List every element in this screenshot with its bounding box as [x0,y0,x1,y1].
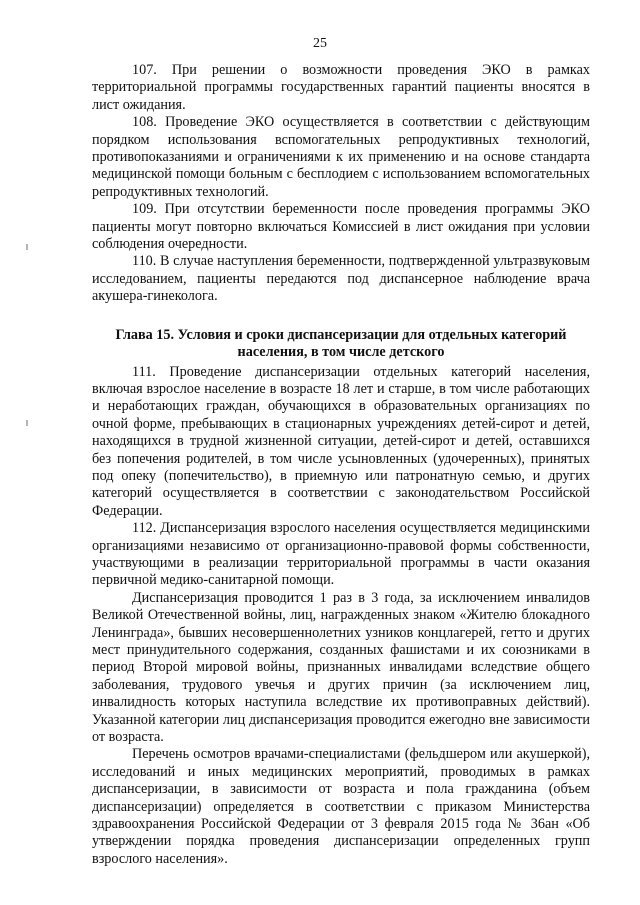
paragraph-112: 112. Диспансеризация взрослого населения осуществляется медицинскими организациями независимо от организационно-правовой формы собственности, участвующими в реализации территориальной программы в части оказания первичной медико-санитарной помощи. [92,520,590,589]
paragraph-109: 109. При отсутствии беременности после проведения программы ЭКО пациенты могут повторно включаться Комиссией в лист ожидания при условии соблюдения очередности. [92,201,590,253]
paragraph-108: 108. Проведение ЭКО осуществляется в соответствии с действующим порядком использования вспомогательных репродуктивных технологий, противопоказаниями и ограничениями к их применению и на основе стандарта медицинской помощи больным с бесплодием с использованием вспомогательных репродуктивных технологий. [92,114,590,200]
scan-margin-mark [26,420,28,426]
paragraph-111: 111. Проведение диспансеризации отдельных категорий населения, включая взрослое население в возрасте 18 лет и старше, в том числе работающих и неработающих граждан, обучающихся в образовательных организациях по очной форме, пребывающих в стационарных учреждениях детей-сирот и детей, находящихся в трудной жизненной ситуации, детей-сирот и детей, оставшихся без попечения родителей, в том числе усыновленных (удочеренных), принятых под опеку (попечительство), в приемную или патронатную семью, и других категорий осуществляется в соответствии с законодательством Российской Федерации. [92,363,590,519]
page-number: 25 [313,36,327,51]
document-body [92,62,590,868]
paragraph-examination-list: Перечень осмотров врачами-специалистами (фельдшером или акушеркой), исследований и иных медицинских мероприятий, проводимых в рамках диспансеризации, в зависимости от возраста и пола гражданина (объем диспансеризации) определяется в соответствии с приказом Министерства здравоохранения Российской Федерации от 3 февраля 2015 года № 36ан «Об утверждении порядка проведения диспансеризации определенных групп взрослого населения». [92,746,590,867]
paragraph-dispensary-frequency: Диспансеризация проводится 1 раз в 3 года, за исключением инвалидов Великой Отечественной войны, лиц, награжденных знаком «Жителю блокадного Ленинграда», бывших несовершеннолетних узников концлагерей, гетто и других мест принудительного содержания, созданных фашистами и их союзниками в период Второй мировой войны, признанных инвалидами вследствие общего заболевания, трудового увечья и других причин (за исключением лиц, инвалидность которых наступила вследствие их противоправных действий). Указанной категории лиц диспансеризация проводится ежегодно вне зависимости от возраста. [92,589,590,746]
chapter-heading: Глава 15. Условия и сроки диспансеризации для отдельных категорий населения, в том числе детского [115,326,567,361]
paragraph-110: 110. В случае наступления беременности, подтвержденной ультразвуковым исследованием, пациенты передаются под диспансерное наблюдение врача акушера-гинеколога. [92,253,590,305]
scan-margin-mark [26,244,28,250]
paragraph-107: 107. При решении о возможности проведения ЭКО в рамках территориальной программы государственных гарантий пациенты вносятся в лист ожидания. [92,62,590,113]
